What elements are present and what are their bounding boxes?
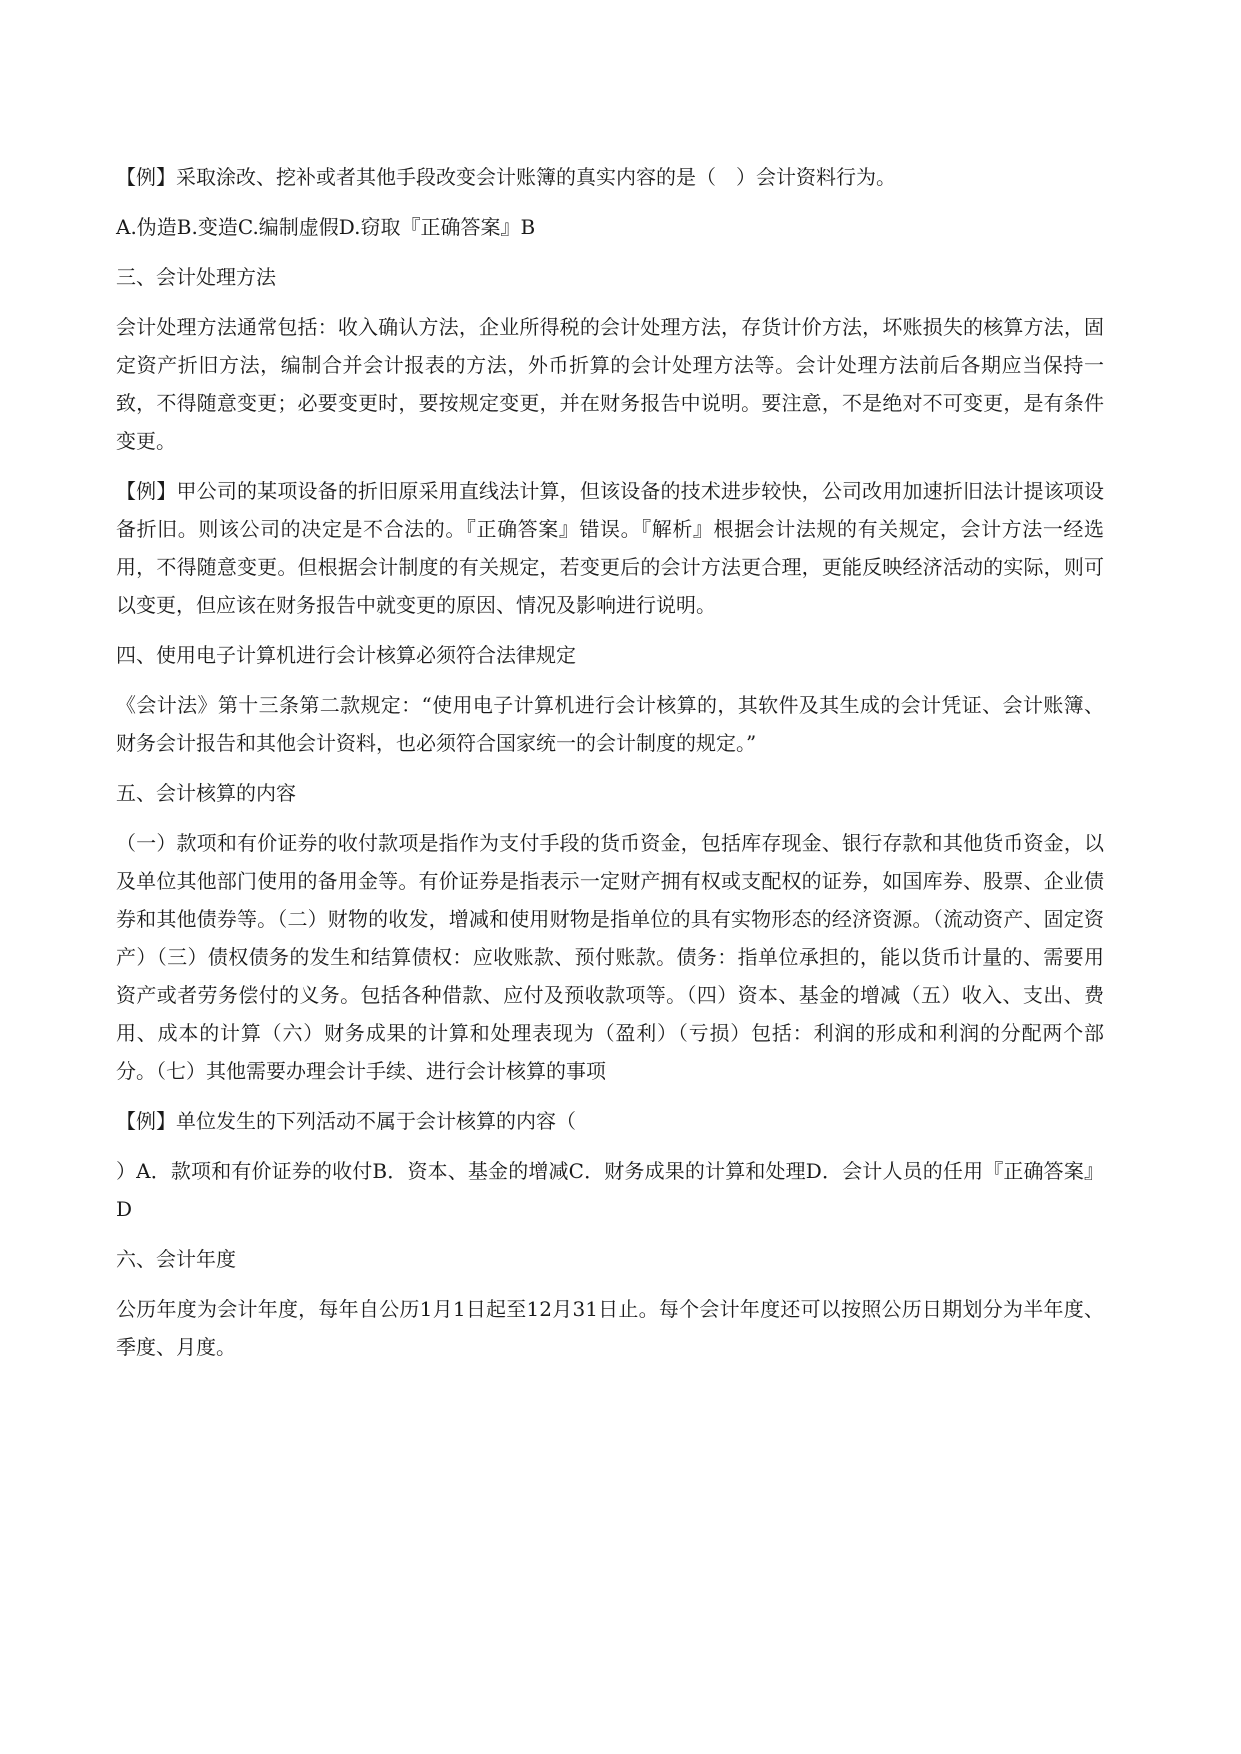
example-paragraph: 【例】甲公司的某项设备的折旧原采用直线法计算，但该设备的技术进步较快，公司改用加速折旧法计提该项设备折旧。则该公司的决定是不合法的。『正确答案』错误。『解析』根据会计法规的有关规定，会计方法一经选用，不得随意变更。但根据会计制度的有关规定，若变更后的会计方法更合理，更能反映经济活动的实际，则可以变更，但应该在财务报告中就变更的原因、情况及影响进行说明。 xyxy=(116,479,1104,617)
example-question-paragraph: 【例】单位发生的下列活动不属于会计核算的内容（ xyxy=(116,1109,576,1133)
example-question-paragraph: 【例】采取涂改、挖补或者其他手段改变会计账簿的真实内容的是（ ）会计资料行为。 xyxy=(116,165,896,189)
section-heading-3: 三、会计处理方法 xyxy=(116,265,276,289)
body-paragraph: （一）款项和有价证券的收付款项是指作为支付手段的货币资金，包括库存现金、银行存款和其他货币资金，以及单位其他部门使用的备用金等。有价证券是指表示一定财产拥有权或支配权的证券，如国库券、股票、企业债券和其他债券等。（二）财物的收发，增减和使用财物是指单位的具有实物形态的经济资源。（流动资产、固定资产）（三）债权债务的发生和结算债权：应收账款、预付账款。债务：指单位承担的，能以货币计量的、需要用资产或者劳务偿付的义务。包括各种借款、应付及预收款项等。（四）资本、基金的增减（五）收入、支出、费用、成本的计算（六）财务成果的计算和处理表现为（盈利）（亏损）包括：利润的形成和利润的分配两个部分。（七）其他需要办理会计手续、进行会计核算的事项 xyxy=(116,831,1104,1083)
section-heading-6: 六、会计年度 xyxy=(116,1247,236,1271)
example-options-paragraph: ）A．款项和有价证券的收付B．资本、基金的增减C．财务成果的计算和处理D．会计人员的任用『正确答案』D xyxy=(116,1159,1104,1221)
section-heading-5: 五、会计核算的内容 xyxy=(116,781,296,805)
example-options-paragraph: A.伪造B.变造C.编制虚假D.窃取『正确答案』B xyxy=(116,215,536,239)
body-paragraph: 公历年度为会计年度，每年自公历1月1日起至12月31日止。每个会计年度还可以按照公历日期划分为半年度、季度、月度。 xyxy=(116,1297,1104,1359)
body-paragraph: 《会计法》第十三条第二款规定：“使用电子计算机进行会计核算的，其软件及其生成的会计凭证、会计账簿、财务会计报告和其他会计资料，也必须符合国家统一的会计制度的规定。” xyxy=(116,693,1104,755)
body-paragraph: 会计处理方法通常包括：收入确认方法，企业所得税的会计处理方法，存货计价方法，坏账损失的核算方法，固定资产折旧方法，编制合并会计报表的方法，外币折算的会计处理方法等。会计处理方法前后各期应当保持一致，不得随意变更；必要变更时，要按规定变更，并在财务报告中说明。要注意，不是绝对不可变更，是有条件变更。 xyxy=(116,315,1104,453)
document-body xyxy=(116,158,1104,1378)
section-heading-4: 四、使用电子计算机进行会计核算必须符合法律规定 xyxy=(116,643,576,667)
